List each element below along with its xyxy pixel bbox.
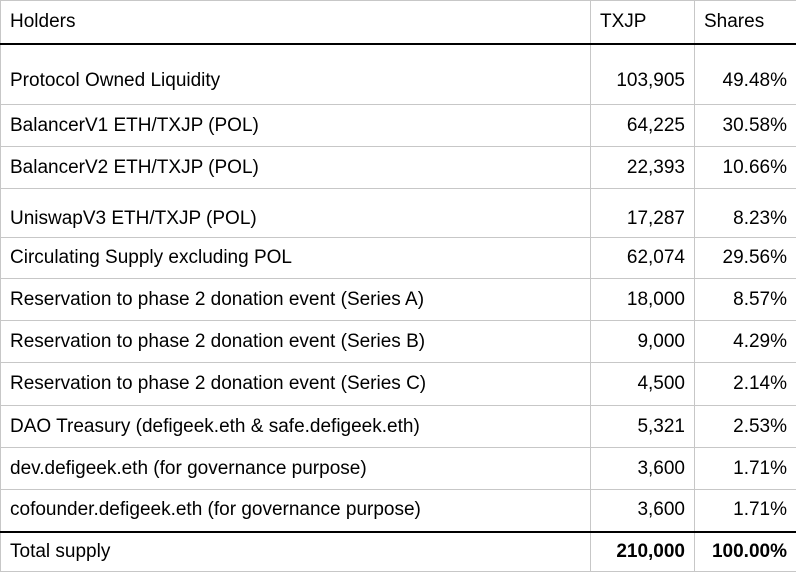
total-txjp: 210,000 <box>591 532 695 572</box>
total-row <box>1 532 796 572</box>
shares-cell: 2.14% <box>695 363 796 406</box>
holder-cell: Circulating Supply excluding POL <box>1 238 591 279</box>
total-shares: 100.00% <box>695 532 796 572</box>
txjp-cell: 64,225 <box>591 105 695 147</box>
table-row <box>1 363 796 406</box>
shares-cell: 8.23% <box>695 189 796 238</box>
holder-cell: DAO Treasury (defigeek.eth & safe.defigeek.eth) <box>1 406 591 448</box>
txjp-cell: 18,000 <box>591 279 695 321</box>
holder-cell: cofounder.defigeek.eth (for governance purpose) <box>1 490 591 532</box>
header-shares: Shares <box>695 1 796 44</box>
holder-cell: BalancerV1 ETH/TXJP (POL) <box>1 105 591 147</box>
holder-cell: BalancerV2 ETH/TXJP (POL) <box>1 147 591 189</box>
holder-cell: dev.defigeek.eth (for governance purpose) <box>1 448 591 490</box>
txjp-cell: 4,500 <box>591 363 695 406</box>
shares-cell: 10.66% <box>695 147 796 189</box>
txjp-cell: 5,321 <box>591 406 695 448</box>
txjp-cell: 3,600 <box>591 490 695 532</box>
txjp-cell: 17,287 <box>591 189 695 238</box>
header-holders: Holders <box>1 1 591 44</box>
shares-cell: 4.29% <box>695 321 796 363</box>
table-row <box>1 321 796 363</box>
table-row <box>1 279 796 321</box>
header-row <box>1 1 796 44</box>
table-row <box>1 147 796 189</box>
holder-cell: UniswapV3 ETH/TXJP (POL) <box>1 189 591 238</box>
table-row <box>1 490 796 532</box>
shares-cell: 1.71% <box>695 448 796 490</box>
shares-cell: 8.57% <box>695 279 796 321</box>
holder-cell: Protocol Owned Liquidity <box>1 44 591 105</box>
txjp-cell: 9,000 <box>591 321 695 363</box>
table-row <box>1 448 796 490</box>
holder-cell: Reservation to phase 2 donation event (Series A) <box>1 279 591 321</box>
shares-cell: 29.56% <box>695 238 796 279</box>
total-label: Total supply <box>1 532 591 572</box>
shares-cell: 49.48% <box>695 44 796 105</box>
table-row <box>1 189 796 238</box>
shares-cell: 1.71% <box>695 490 796 532</box>
table-row <box>1 44 796 105</box>
txjp-cell: 3,600 <box>591 448 695 490</box>
shares-cell: 30.58% <box>695 105 796 147</box>
header-txjp: TXJP <box>591 1 695 44</box>
table-row <box>1 238 796 279</box>
txjp-cell: 103,905 <box>591 44 695 105</box>
table-row <box>1 105 796 147</box>
txjp-cell: 22,393 <box>591 147 695 189</box>
txjp-cell: 62,074 <box>591 238 695 279</box>
holder-cell: Reservation to phase 2 donation event (Series C) <box>1 363 591 406</box>
table-row <box>1 406 796 448</box>
holder-cell: Reservation to phase 2 donation event (Series B) <box>1 321 591 363</box>
shares-cell: 2.53% <box>695 406 796 448</box>
